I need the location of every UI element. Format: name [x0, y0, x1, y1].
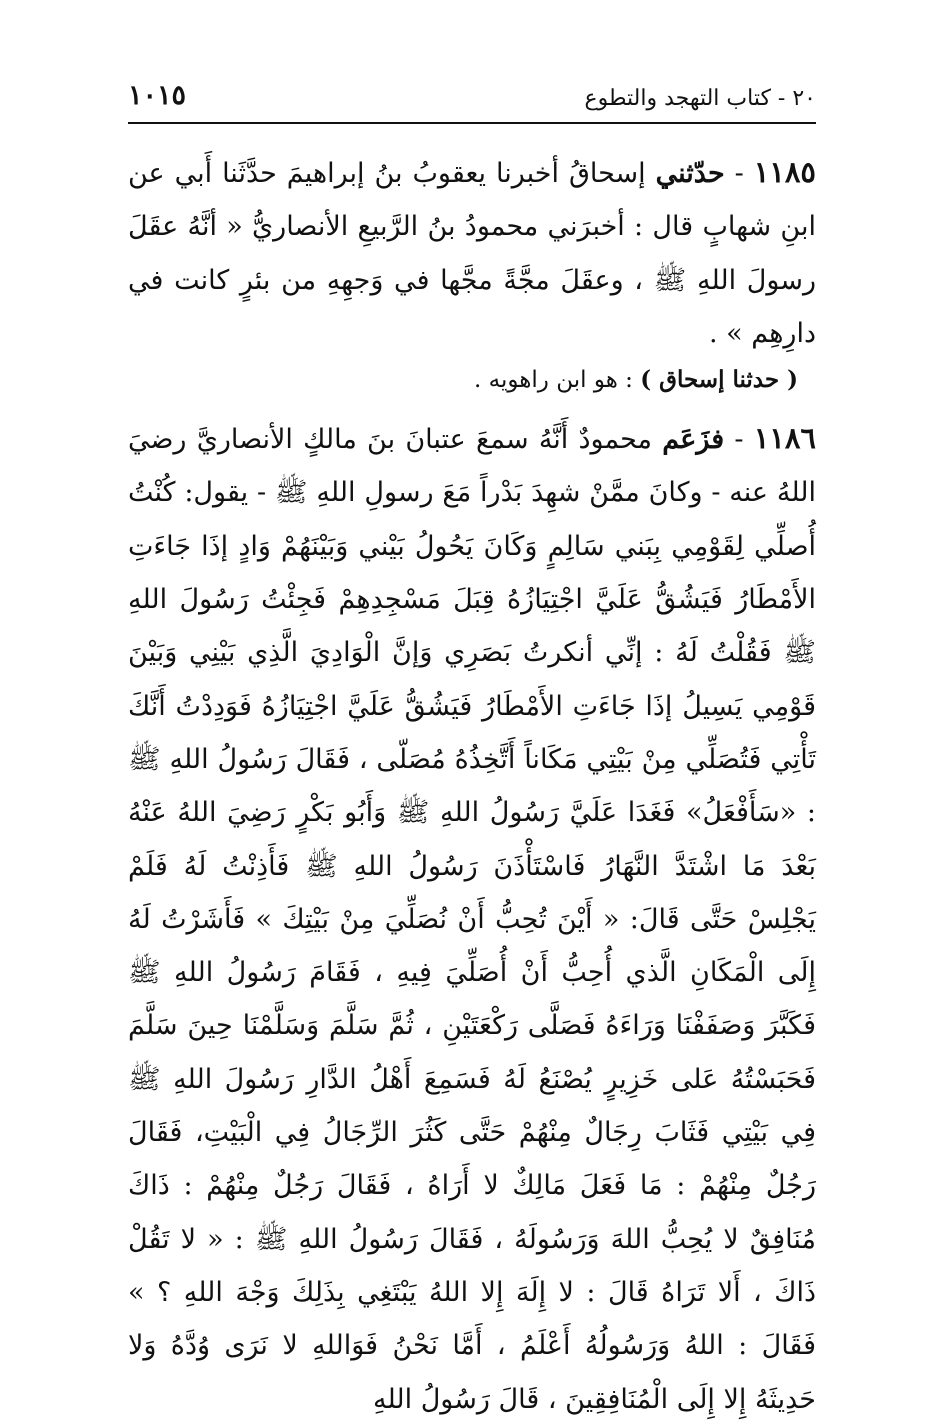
header-rule — [128, 122, 816, 124]
note-key: ( حدثنا إسحاق ) — [640, 366, 798, 394]
book-page — [128, 78, 817, 1415]
commentary-note — [128, 360, 798, 400]
chapter-title: ٢٠ - كتاب التهجد والتطوع — [584, 86, 816, 111]
hadith-1186 — [128, 412, 816, 1426]
hadith-text: إسحاقُ أخبرنا يعقوبُ بنُ إبراهيمَ حدَّثَنا أَبي عن ابنِ شهابٍ قال : أخبرَني محمودُ بنُ الرَّبيعِ الأنصاريُّ « أنَّهُ عقَلَ رسولَ اللهِ ﷺ ، وعقَلَ مجَّةً مجَّها في وَجهِهِ من بئرٍ كانت في دارِهِم » . — [128, 158, 816, 349]
hadith-keyword: حدّثني — [655, 158, 725, 189]
body-text — [128, 146, 816, 1426]
hadith-number: ١١٨٦ — [753, 421, 817, 456]
note-text: : هو ابن راهويه . — [474, 367, 641, 394]
running-head — [128, 78, 816, 124]
hadith-text: محمودٌ أَنَّهُ سمعَ عتبانَ بنَ مالكٍ الأنصاريَّ رضيَ اللهُ عنه - وكانَ ممَّنْ شهِدَ بَدْراً مَعَ رسولِ اللهِ ﷺ - يقول: كُنْتُ أُصلِّي لِقَوْمِي بِبَني سَالِمٍ وَكَانَ يَحُولُ بَيْني وَبَيْنَهُمْ وَادٍ إذَا جَاءَتِ الأَمْطَارُ فَيَشُقُّ عَلَيَّ اجْتِيَازُهُ قِبَلَ مَسْجِدِهِمْ فَجِئْتُ رَسُولَ اللهِ ﷺ فَقُلْتُ لَهُ : إنِّي أنكرتُ بَصَرِي وَإنَّ الْوَادِيَ الَّذِي بَيْنِي وَبَيْنَ قَوْمِي يَسِيلُ إذَا جَاءَتِ الأَمْطَارُ فَيَشُقُّ عَلَيَّ اجْتِيَازُهُ فَوَدِدْتُ أَنَّكَ تَأْتِي فَتُصَلِّي مِنْ بَيْتِي مَكَاناً أَتَّخِذُهُ مُصَلّى ، فَقَالَ رَسُولُ اللهِ ﷺ : «سَأَفْعَلُ» فَغَدَا عَلَيَّ رَسُولُ اللهِ ﷺ وَأَبُو بَكْرٍ رَضِيَ اللهُ عَنْهُ بَعْدَ مَا اشْتَدَّ النَّهَارُ فَاسْتَأْذَنَ رَسُولُ اللهِ ﷺ فَأَذِنْتُ لَهُ فَلَمْ يَجْلِسْ حَتَّى قَالَ: « أَيْنَ تُحِبُّ أَنْ نُصَلِّيَ مِنْ بَيْتِكَ » فَأَشَرْتُ لَهُ إِلَى الْمَكَانِ الَّذي أُحِبُّ أَنْ أُصَلِّيَ فِيهِ ، فَقَامَ رَسُولُ اللهِ ﷺ فَكَبَّرَ وَصَفَفْنَا وَرَاءَهُ فَصَلَّى رَكْعَتَيْنِ ، ثُمَّ سَلَّمَ وَسَلَّمْنَا حِينَ سَلَّمَ فَحَبَسْتُهُ عَلى خَزِيرٍ يُصْنَعُ لَهُ فَسَمِعَ أَهْلُ الدَّارِ رَسُولَ اللهِ ﷺ فِي بَيْتِي فَثَابَ رِجَالٌ مِنْهُمْ حَتَّى كَثُرَ الرِّجَالُ فِي الْبَيْتِ، فَقَالَ رَجُلٌ مِنْهُمْ : مَا فَعَلَ مَالِكٌ لا أَرَاهُ ، فَقَالَ رَجُلٌ مِنْهُمْ : ذَاكَ مُنَافِقٌ لا يُحِبُّ اللهَ وَرَسُولَهُ ، فَقَالَ رَسُولُ اللهِ ﷺ : « لا تَقُلْ ذَاكَ ، أَلا تَرَاهُ قَالَ : لا إِلَهَ إِلا اللهُ يَبْتَغِي بِذَلِكَ وَجْهَ اللهِ ؟ » فَقَالَ : اللهُ وَرَسُولُهُ أَعْلَمُ ، أَمَّا نَحْنُ فَوَاللهِ لا نَرَى وُدَّهُ وَلا حَدِيثَهُ إِلا إِلَى الْمُنَافِقِينَ ، قَالَ رَسُولُ اللهِ — [128, 424, 816, 1415]
hadith-separator: - — [724, 424, 754, 456]
hadith-number: ١١٨٥ — [753, 155, 816, 189]
page-number: ١٠١٥ — [128, 80, 187, 111]
hadith-separator: - — [724, 158, 754, 189]
hadith-keyword: فزَعَم — [662, 424, 725, 456]
hadith-1185 — [128, 146, 816, 360]
